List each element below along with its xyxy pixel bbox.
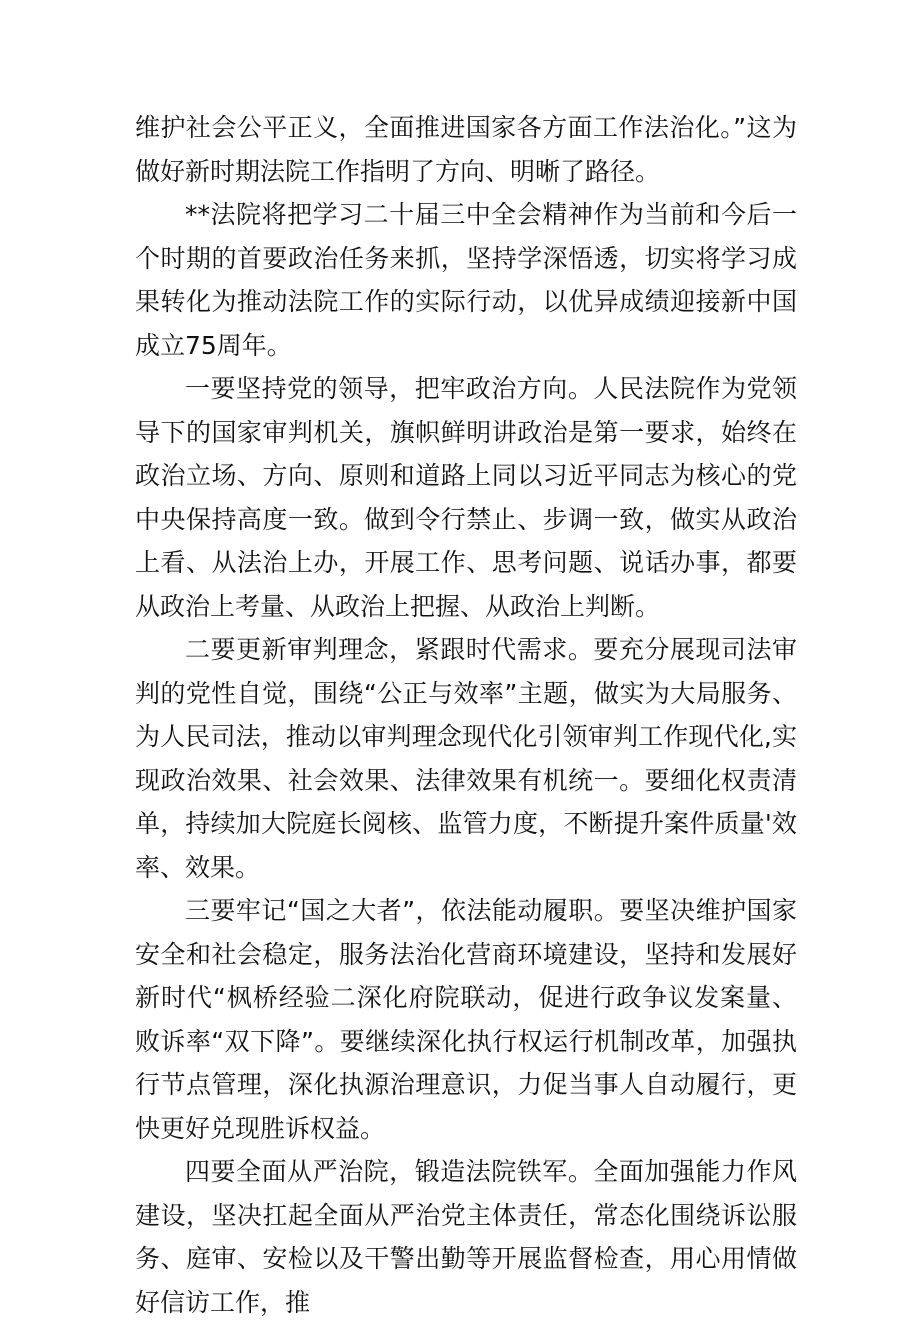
paragraph-4: 二要更新审判理念，紧跟时代需求。要充分展现司法审判的党性自觉，围绕“公正与效率”主题，做实为大局服务、为人民司法，推动以审判理念现代化引领审判工作现代化,实现政治效果、社会效果、法律效果有机统一。要细化权责清单，持续加大院庭长阅核、监管力度，不断提升案件质量'效率、效果。 <box>135 635 797 882</box>
document-body <box>135 106 797 1324</box>
paragraph-1: 维护社会公平正义，全面推进国家各方面工作法治化。”这为做好新时期法院工作指明了方向、明晰了路径。 <box>135 113 797 186</box>
paragraph-6: 四要全面从严治院，锻造法院铁军。全面加强能力作风建设，坚决扛起全面从严治党主体责任，常态化围绕诉讼服务、庭审、安检以及干警出勤等开展监督检查，用心用情做好信访工作，推 <box>135 1157 797 1317</box>
paragraph-2: **法院将把学习二十届三中全会精神作为当前和今后一个时期的首要政治任务来抓，坚持学深悟透，切实将学习成果转化为推动法院工作的实际行动，以优异成绩迎接新中国成立75周年。 <box>135 200 797 360</box>
paragraph-5: 三要牢记“国之大者”，依法能动履职。要坚决维护国家安全和社会稳定，服务法治化营商环境建设，坚持和发展好新时代“枫桥经验二深化府院联动，促进行政争议发案量、败诉率“双下降”。要继续深化执行权运行机制改革，加强执行节点管理，深化执源治理意识，力促当事人自动履行，更快更好兑现胜诉权益。 <box>135 896 797 1143</box>
paragraph-3: 一要坚持党的领导，把牢政治方向。人民法院作为党领导下的国家审判机关，旗帜鲜明讲政治是第一要求，始终在政治立场、方向、原则和道路上同以习近平同志为核心的党中央保持高度一致。做到令行禁止、步调一致，做实从政治上看、从法治上办，开展工作、思考问题、说话办事，都要从政治上考量、从政治上把握、从政治上判断。 <box>135 374 797 621</box>
